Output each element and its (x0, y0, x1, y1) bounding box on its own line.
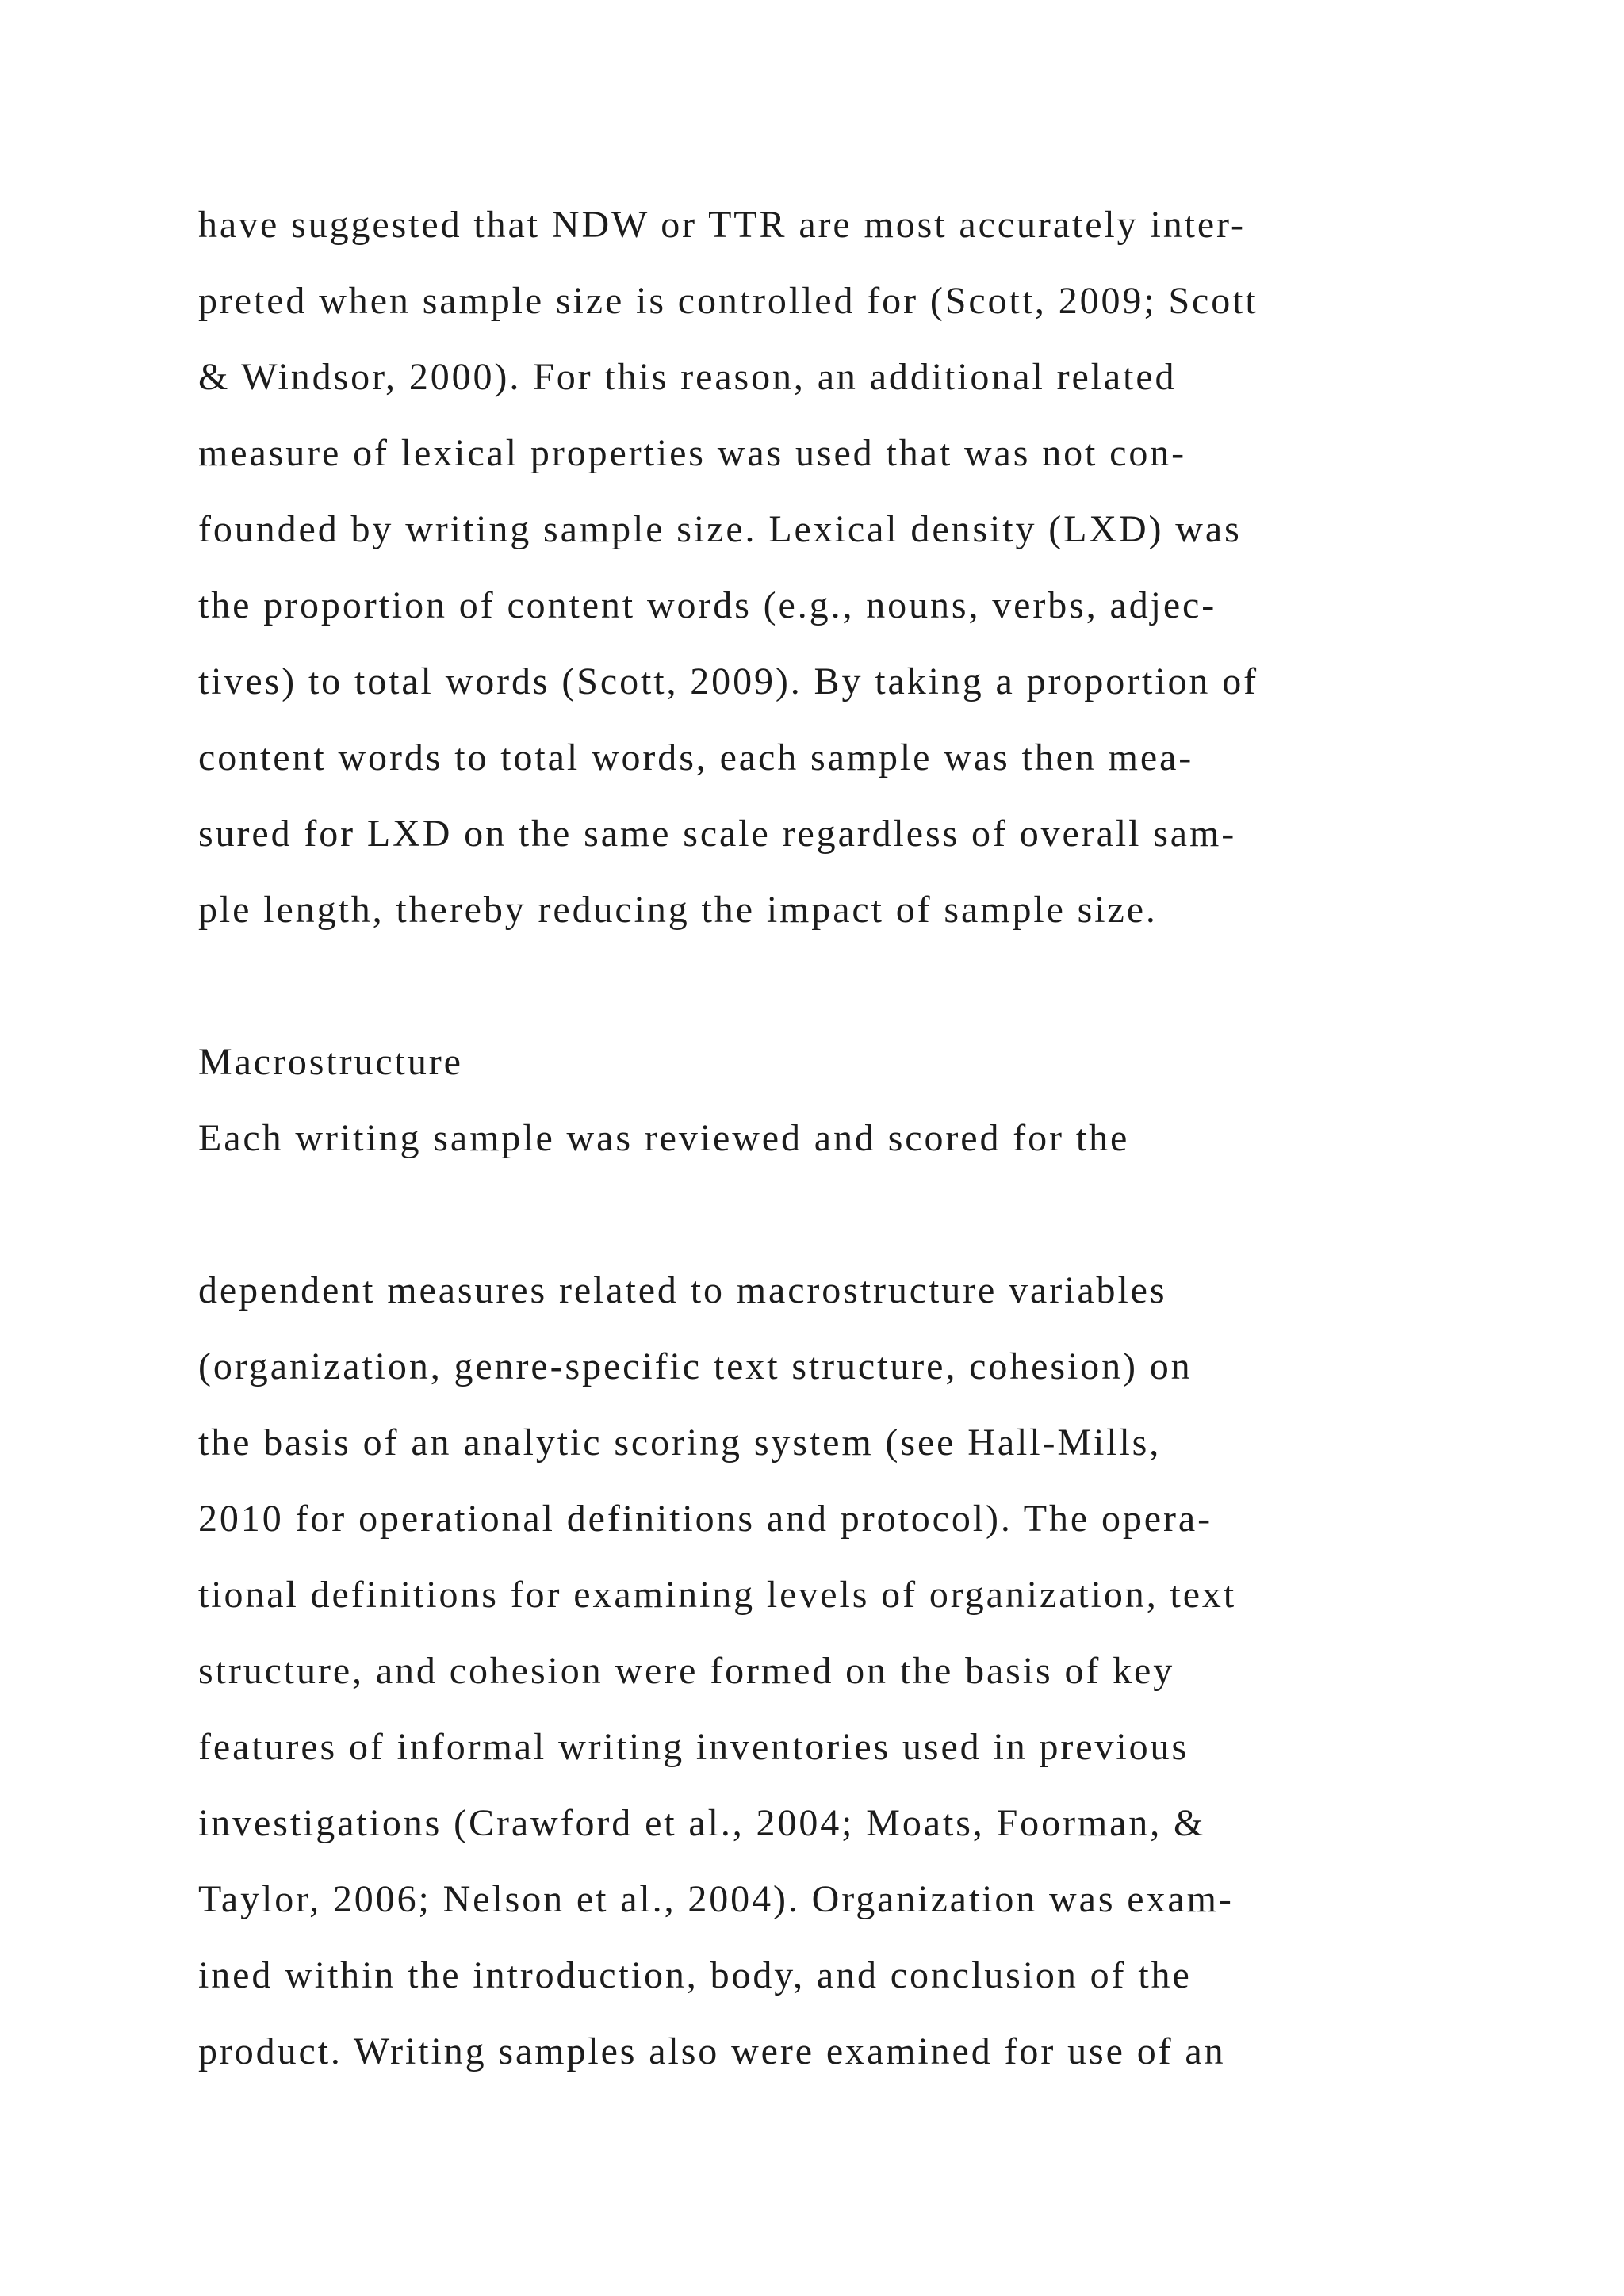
text-line: Taylor, 2006; Nelson et al., 2004). Organization was exam- (198, 1878, 1234, 1920)
text-line: measure of lexical properties was used that was not con- (198, 432, 1187, 474)
text-line: founded by writing sample size. Lexical density (LXD) was (198, 508, 1242, 550)
text-line: ple length, thereby reducing the impact of sample size. (198, 889, 1158, 931)
text-line: (organization, genre-specific text structure, cohesion) on (198, 1345, 1193, 1387)
text-line: preted when sample size is controlled for (Scott, 2009; Scott (198, 280, 1258, 322)
text-line: product. Writing samples also were examined for use of an (198, 2030, 1226, 2072)
text-line: have suggested that NDW or TTR are most accurately inter- (198, 204, 1246, 246)
text-line: content words to total words, each sample was then mea- (198, 737, 1194, 779)
text-line: investigations (Crawford et al., 2004; Moats, Foorman, & (198, 1802, 1206, 1844)
text-line: ined within the introduction, body, and conclusion of the (198, 1954, 1192, 1996)
text-line: structure, and cohesion were formed on the basis of key (198, 1650, 1175, 1692)
text-line: tional definitions for examining levels of organization, text (198, 1574, 1237, 1616)
text-line: & Windsor, 2000). For this reason, an additional related (198, 356, 1177, 398)
text-line: the proportion of content words (e.g., nouns, verbs, adjec- (198, 584, 1217, 626)
text-line: the basis of an analytic scoring system (see Hall-Mills, (198, 1422, 1162, 1464)
text-line: 2010 for operational definitions and protocol). The opera- (198, 1498, 1212, 1540)
text-line: features of informal writing inventories used in previous (198, 1726, 1189, 1768)
text-line: tives) to total words (Scott, 2009). By taking a proportion of (198, 660, 1258, 702)
text-line: dependent measures related to macrostructure variables (198, 1269, 1167, 1311)
section-heading: Macrostructure (198, 1041, 463, 1083)
text-line: Each writing sample was reviewed and scored for the (198, 1117, 1130, 1159)
text-line: sured for LXD on the same scale regardless of overall sam- (198, 813, 1237, 855)
